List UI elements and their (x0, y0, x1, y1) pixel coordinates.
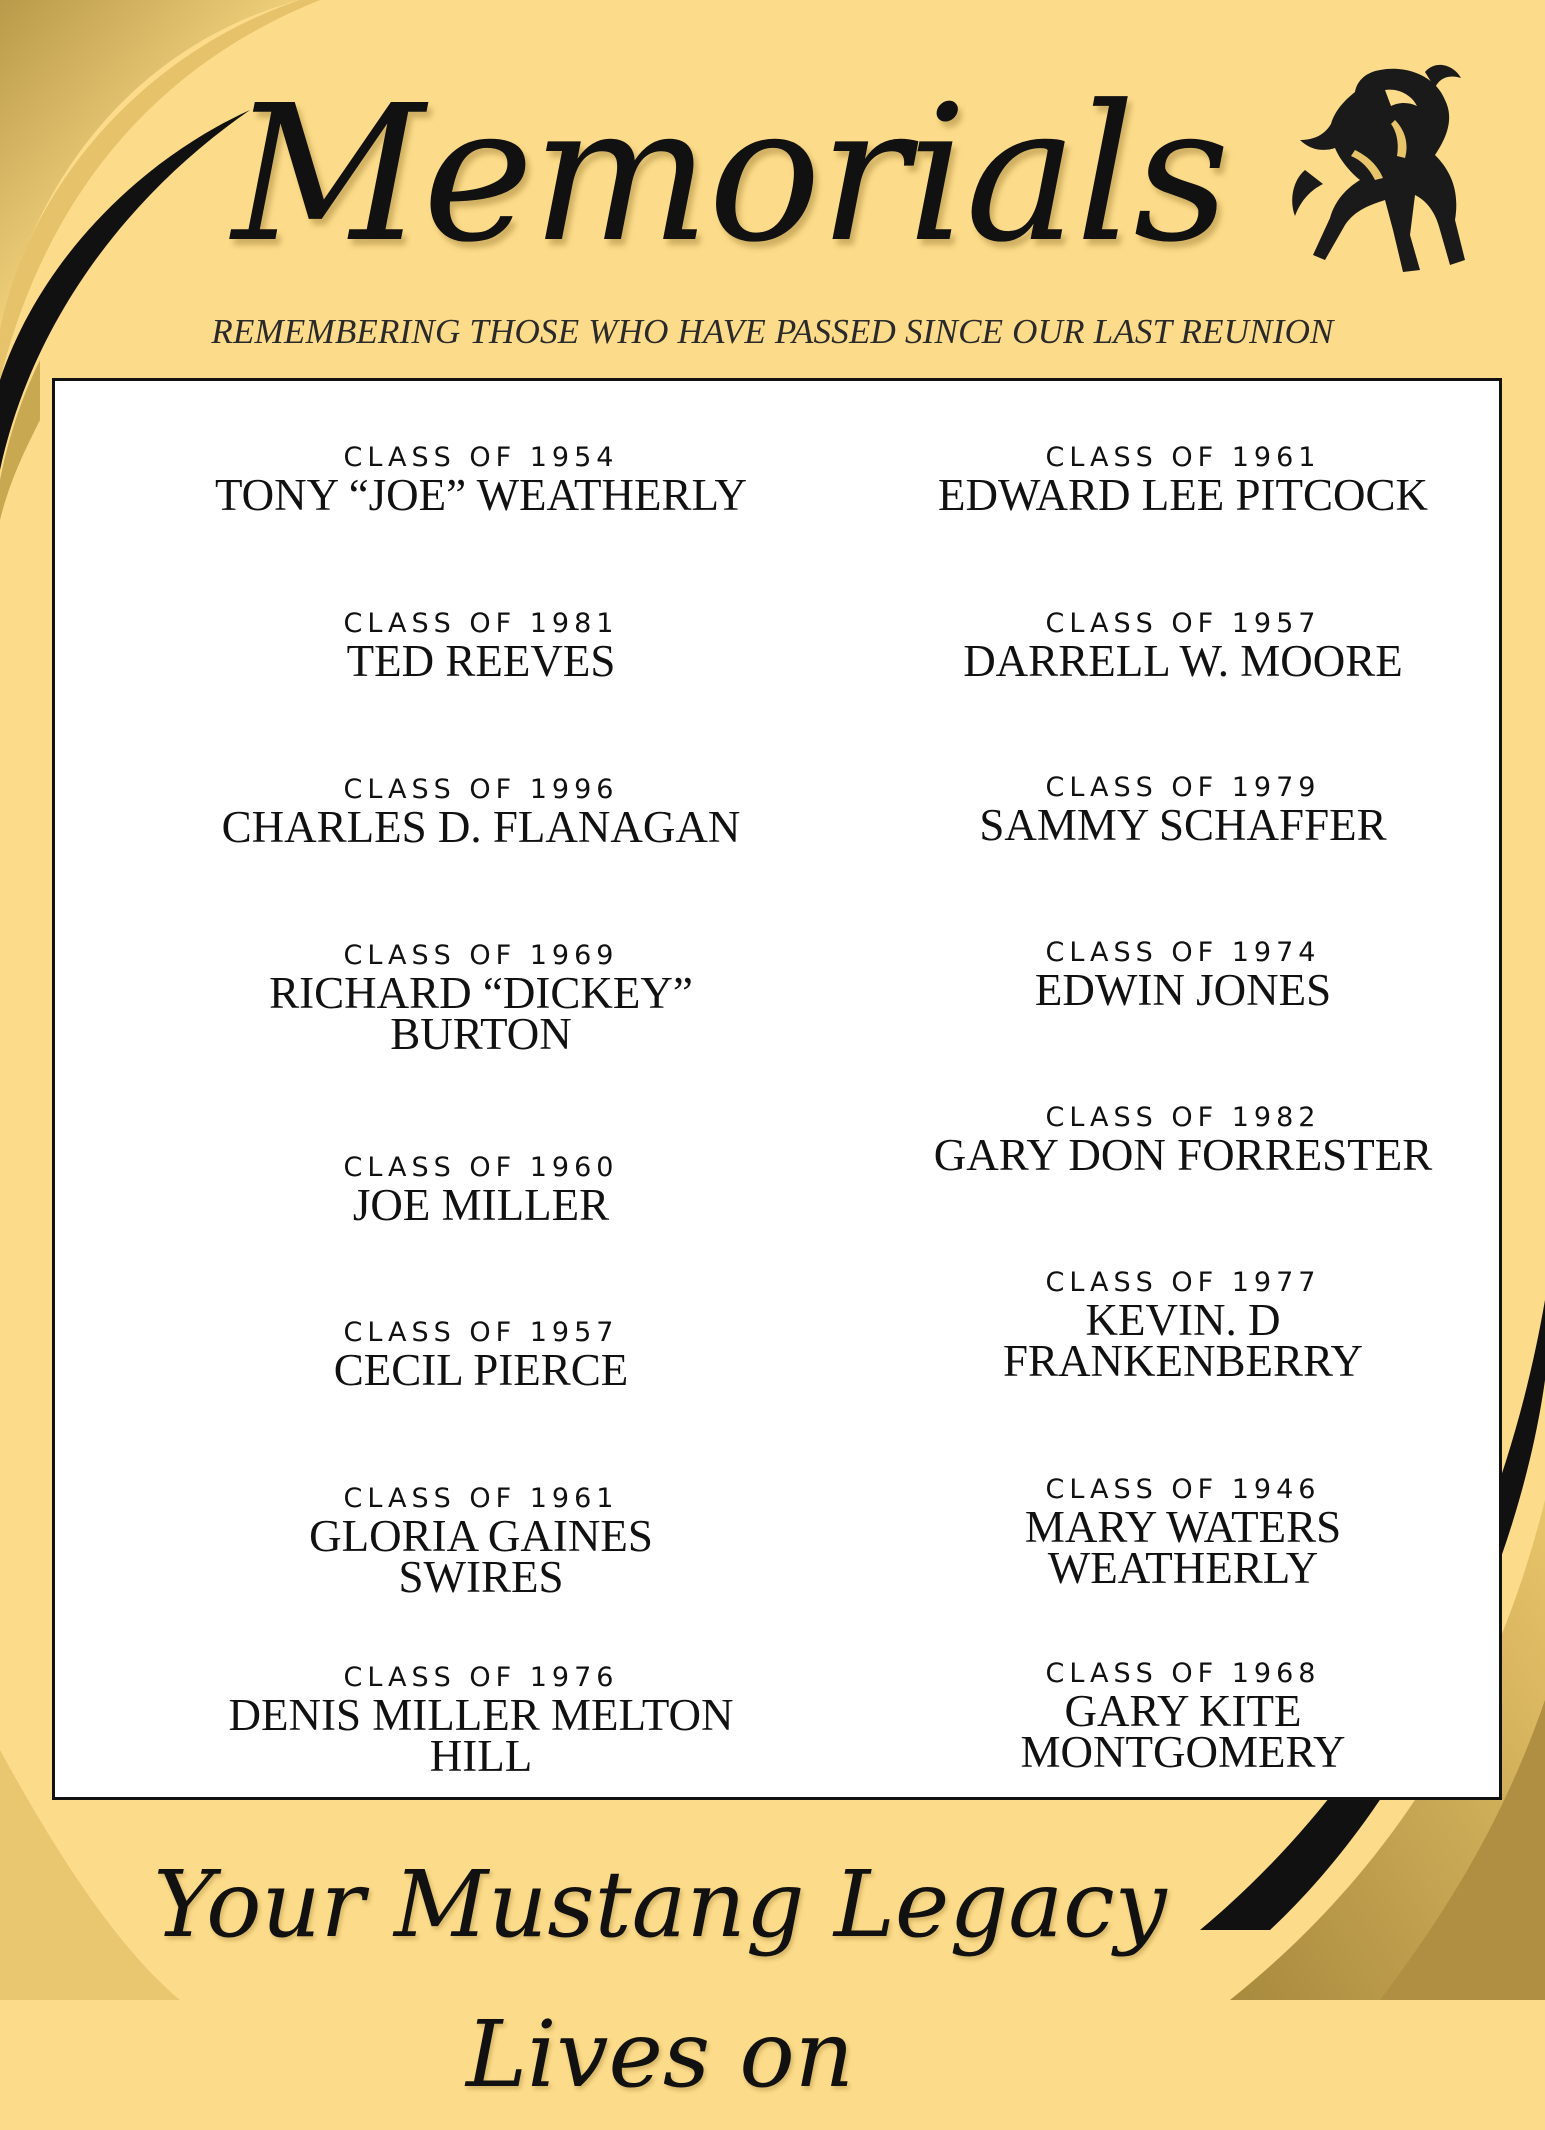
footer-tagline: Your Mustang Legacy Lives on (153, 1851, 1167, 2108)
memorial-entry (141, 939, 821, 1059)
memorial-entry (141, 1661, 821, 1781)
class-year: CLASS OF 1996 (343, 774, 619, 805)
memorial-name: TED REEVES (346, 636, 616, 686)
memorial-name: JOE MILLER (352, 1180, 610, 1230)
memorial-name: EDWARD LEE PITCOCK (938, 470, 1428, 520)
memorial-name: KEVIN. D FRANKENBERRY (1002, 1295, 1364, 1386)
memorial-entry (843, 1473, 1523, 1593)
memorial-entry (141, 1316, 821, 1395)
class-year: CLASS OF 1954 (343, 442, 619, 473)
memorial-entry (843, 771, 1523, 850)
class-year: CLASS OF 1946 (1045, 1474, 1321, 1505)
memorial-entry (843, 1657, 1523, 1777)
page-subtitle: REMEMBERING THOSE WHO HAVE PASSED SINCE OUR LAST REUNION (211, 312, 1334, 351)
class-year: CLASS OF 1961 (1045, 442, 1321, 473)
memorial-name: SAMMY SCHAFFER (979, 800, 1387, 850)
class-year: CLASS OF 1982 (1045, 1102, 1321, 1133)
memorial-entry (843, 607, 1523, 686)
class-year: CLASS OF 1979 (1045, 772, 1321, 803)
memorial-entry (141, 1482, 821, 1602)
class-year: CLASS OF 1957 (1045, 608, 1321, 639)
memorial-list-panel (52, 378, 1502, 1800)
memorial-entry (141, 1151, 821, 1230)
memorial-name: TONY “JOE” WEATHERLY (214, 470, 748, 520)
class-year: CLASS OF 1957 (343, 1317, 619, 1348)
memorial-name: DENIS MILLER MELTON HILL (228, 1690, 734, 1781)
memorial-entry (843, 936, 1523, 1015)
class-year: CLASS OF 1977 (1045, 1267, 1321, 1298)
memorial-name: CHARLES D. FLANAGAN (221, 802, 741, 852)
memorial-entry (843, 1101, 1523, 1180)
class-year: CLASS OF 1976 (343, 1662, 619, 1693)
class-year: CLASS OF 1960 (343, 1152, 619, 1183)
class-year: CLASS OF 1969 (343, 940, 619, 971)
page-title: Memorials (232, 65, 1228, 284)
memorial-name: CECIL PIERCE (333, 1345, 629, 1395)
memorial-name: GLORIA GAINES SWIRES (309, 1511, 653, 1602)
memorial-entry (843, 441, 1523, 520)
memorial-name: RICHARD “DICKEY” BURTON (269, 968, 693, 1059)
class-year: CLASS OF 1981 (343, 608, 619, 639)
mustang-horse-icon (1285, 60, 1475, 280)
memorial-name: GARY KITE MONTGOMERY (1020, 1686, 1346, 1777)
class-year: CLASS OF 1968 (1045, 1658, 1321, 1689)
class-year: CLASS OF 1974 (1045, 937, 1321, 968)
memorial-entry (843, 1266, 1523, 1386)
memorial-name: EDWIN JONES (1034, 965, 1332, 1015)
class-year: CLASS OF 1961 (343, 1483, 619, 1514)
memorial-entry (141, 773, 821, 852)
memorial-entry (141, 607, 821, 686)
memorial-name: MARY WATERS WEATHERLY (1024, 1502, 1342, 1593)
memorial-entry (141, 441, 821, 520)
memorial-name: GARY DON FORRESTER (933, 1130, 1433, 1180)
memorial-name: DARRELL W. MOORE (963, 636, 1403, 686)
